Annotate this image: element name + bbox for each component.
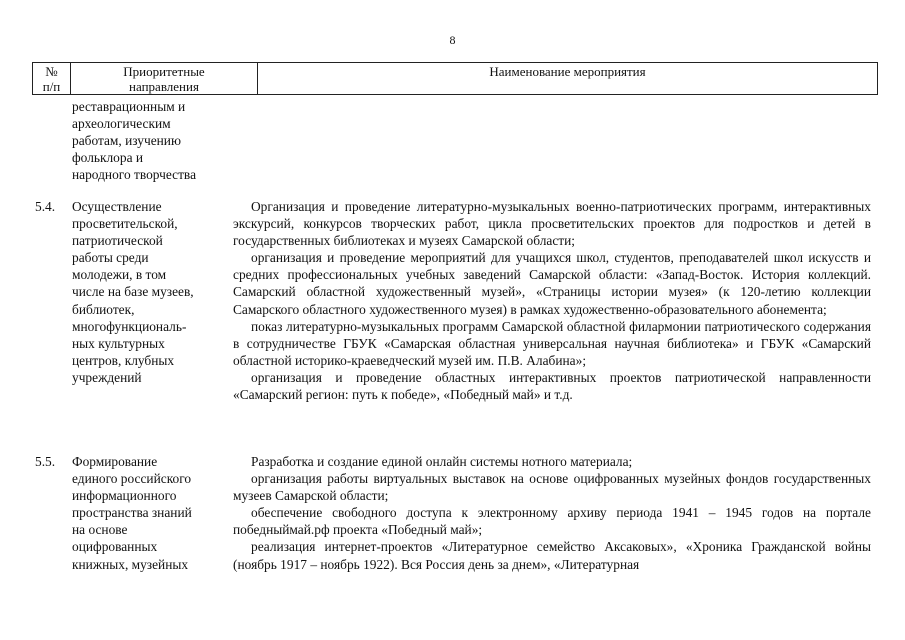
activity-paragraph: организация работы виртуальных выставок на основе оцифрованных музейных фондов государственных музеев Самарской области; <box>233 471 871 504</box>
header-activity-cell: Наименование мероприятия <box>489 64 646 79</box>
direction-line: Осуществление <box>72 199 162 214</box>
direction-line: многофункциональ- <box>72 318 187 334</box>
direction-line: работы среди <box>72 250 149 266</box>
direction-line: Формирование <box>72 454 158 469</box>
direction-line: народного творчества <box>72 167 197 183</box>
direction-line: книжных, музейных <box>72 556 189 572</box>
header-number-line1: № <box>45 64 58 79</box>
header-number-line2: п/п <box>42 79 61 94</box>
activity-paragraph: обеспечение свободного доступа к электронному архиву периода 1941 – 1945 годов на портале победныймай.рф проекта «Победный май»; <box>233 505 871 538</box>
activity-paragraph: организация и проведение областных интерактивных проектов патриотической направленности «Самарский регион: путь к победе», «Победный май» и т.д. <box>233 369 871 403</box>
activity-paragraph: показ литературно-музыкальных программ Самарской областной филармонии патриотического содержания в сотрудничестве ГБУК «Самарская областная универсальная научная библиотека» и ГБУК «Самарский областной историко-краеведческий музей им. П.В. Алабина»; <box>233 318 871 368</box>
direction-line: числе на базе музеев, <box>72 284 194 300</box>
direction-line: информационного <box>72 488 177 504</box>
direction-line: центров, клубных <box>72 352 175 368</box>
direction-line: молодежи, в том <box>72 267 167 283</box>
direction-line: единого российского <box>72 471 192 487</box>
activity-paragraph: Разработка и создание единой онлайн системы нотного материала; <box>251 454 633 469</box>
direction-line: реставрационным и <box>72 99 186 114</box>
direction-line: фольклора и <box>72 150 144 166</box>
header-direction-line1: Приоритетные <box>123 64 205 79</box>
header-direction-cell <box>71 63 258 94</box>
row-activities-5-4 <box>233 198 871 403</box>
row-number-5-5: 5.5. <box>35 454 56 469</box>
direction-line: библиотек, <box>72 301 135 317</box>
table-header <box>32 62 878 95</box>
activity-paragraph: реализация интернет-проектов «Литературное семейство Аксаковых», «Хроника Гражданской войны (ноябрь 1917 – ноябрь 1922). Вся Россия день за днем», «Литературная <box>233 539 871 572</box>
row-activities-5-5 <box>233 453 871 573</box>
direction-line: работам, изучению <box>72 133 181 149</box>
activity-paragraph: организация и проведение мероприятий для учащихся школ, студентов, преподавателей школ искусств и средних профессиональных учебных заведений Самарской области: «Запад-Восток. История коллекций. Самарский областной художественный музей», «Страницы истории музея» (к 120-летию коллекции Самарского областного художественного музея) в рамках художественно-образовательного абонемента; <box>233 250 871 317</box>
header-direction-line2: направления <box>129 79 199 94</box>
direction-line: патриотической <box>72 233 163 249</box>
direction-line: ных культурных <box>72 335 165 351</box>
row-number-5-4: 5.4. <box>35 199 56 214</box>
continuation-direction <box>72 98 222 183</box>
direction-line: на основе <box>72 522 128 538</box>
direction-line: оцифрованных <box>72 539 158 555</box>
header-number-cell <box>33 63 71 94</box>
direction-line: археологическим <box>72 116 171 132</box>
row-direction-5-4 <box>72 198 222 386</box>
row-direction-5-5 <box>72 453 222 573</box>
page-number: 8 <box>449 33 456 47</box>
activity-paragraph: Организация и проведение литературно-музыкальных военно-патриотических программ, интерактивных экскурсий, конкурсов творческих работ, цикла просветительских проектов для подростков и детей в государственных библиотеках и музеях Самарской области; <box>233 199 871 249</box>
direction-line: пространства знаний <box>72 505 192 521</box>
direction-line: учреждений <box>72 369 142 385</box>
direction-line: просветительской, <box>72 216 178 232</box>
